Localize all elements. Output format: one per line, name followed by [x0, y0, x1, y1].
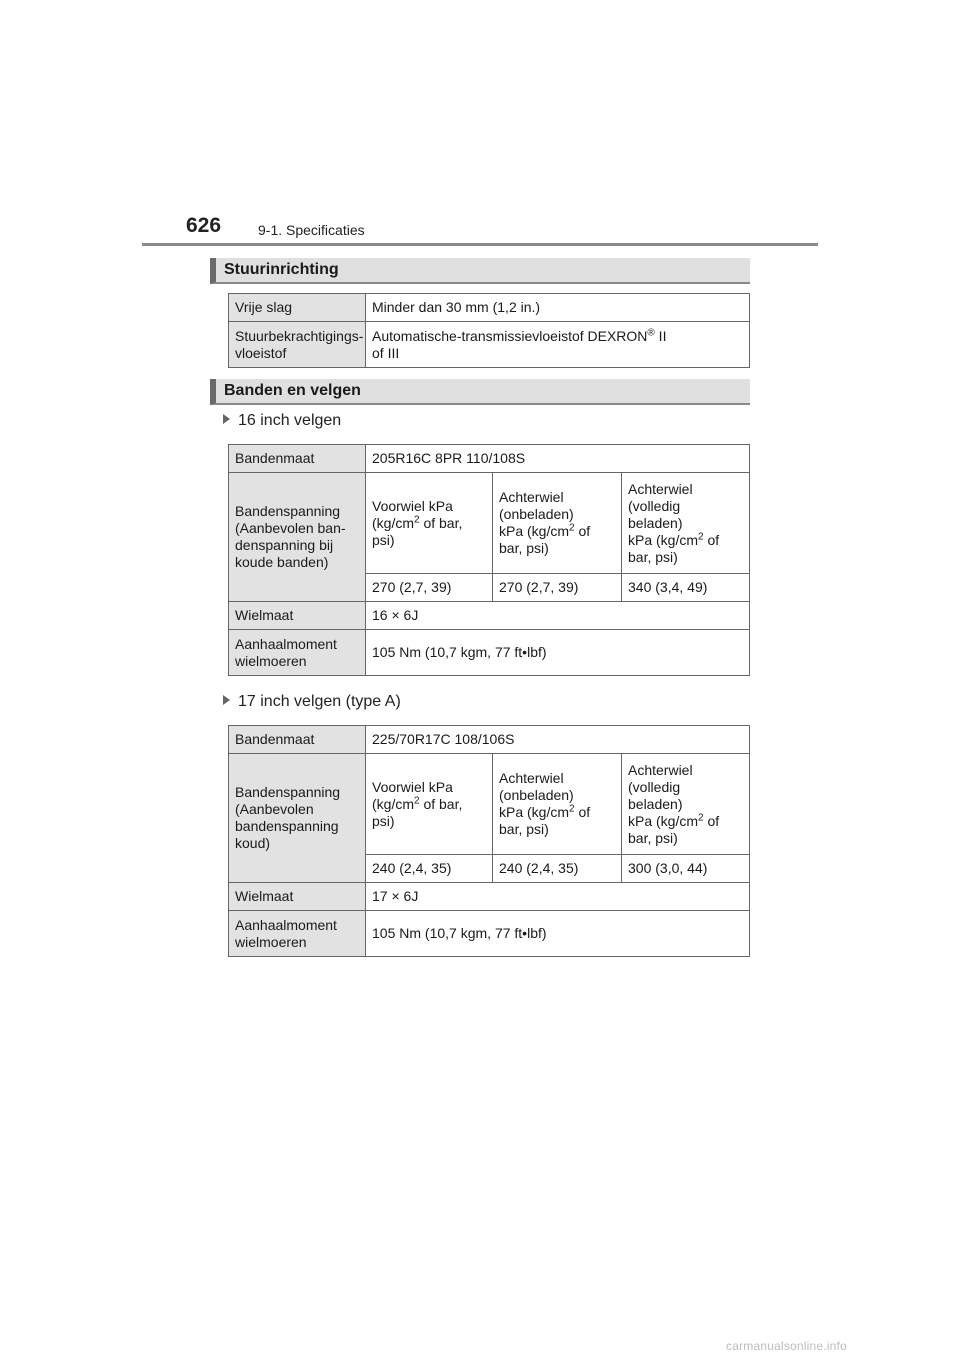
header-line: bar, psi) — [628, 829, 678, 846]
header-line: (onbeladen) — [499, 787, 574, 803]
tire-size-value: 205R16C 8PR 110/108S — [366, 445, 750, 473]
heading-tires: Banden en velgen — [210, 379, 750, 405]
table-row — [229, 726, 750, 754]
header-line: kPa (kg/cm — [499, 523, 570, 539]
table-row — [229, 602, 750, 630]
rear-unloaded-header — [493, 473, 622, 574]
tire-size-label: Bandenmaat — [229, 726, 366, 754]
value-line: Automatische-transmissievloeistof DEXRON — [372, 327, 648, 344]
registered-mark: ® — [647, 326, 655, 338]
table-row — [229, 322, 750, 368]
watermark-logo: carmanualsonline.info — [726, 1339, 847, 1353]
tire-size-label: Bandenmaat — [229, 445, 366, 473]
wheel-size-value: 17 × 6J — [366, 883, 750, 911]
label-line: (Aanbevolen — [235, 801, 314, 817]
header-line: Voorwiel kPa — [372, 778, 453, 795]
tire-table-16-inch — [228, 444, 750, 676]
wheel-size-label: Wielmaat — [229, 883, 366, 911]
front-pressure-value: 270 (2,7, 39) — [366, 574, 493, 602]
rear-unloaded-pressure-value: 270 (2,7, 39) — [493, 574, 622, 602]
pressure-label — [229, 754, 366, 883]
header-line: Achterwiel — [499, 770, 564, 786]
label-line: vloeistof — [235, 344, 287, 361]
header-line: (volledig — [628, 778, 681, 795]
bullet-16-inch — [223, 412, 341, 430]
section-title: 9-1. Specificaties — [258, 222, 365, 238]
header-divider — [142, 243, 818, 246]
header-line: of bar, — [419, 514, 463, 531]
front-wheel-header — [366, 473, 493, 574]
rear-loaded-pressure-value: 340 (3,4, 49) — [622, 574, 750, 602]
header-line: (volledig — [628, 497, 681, 514]
wheel-size-value: 16 × 6J — [366, 602, 750, 630]
rear-loaded-header — [622, 473, 750, 574]
power-steering-fluid-label — [229, 322, 366, 368]
torque-value: 105 Nm (10,7 kgm, 77 ft•lbf) — [366, 911, 750, 957]
label-line: (Aanbevolen ban- — [235, 520, 346, 536]
label-line: denspanning bij — [235, 537, 334, 553]
front-wheel-header — [366, 754, 493, 855]
header-line: (kg/cm — [372, 795, 414, 812]
value-line: II — [654, 327, 667, 344]
table-row — [229, 630, 750, 676]
table-row — [229, 883, 750, 911]
header-line: of — [574, 804, 591, 820]
label-line: koud) — [235, 835, 271, 851]
pressure-label — [229, 473, 366, 602]
wheel-size-label: Wielmaat — [229, 602, 366, 630]
label-line: wielmoeren — [235, 652, 307, 669]
header-line: Achterwiel — [499, 489, 564, 505]
table-row — [229, 911, 750, 957]
header-line: (onbeladen) — [499, 506, 574, 522]
heading-steering: Stuurinrichting — [210, 258, 750, 284]
header-line: Achterwiel — [628, 761, 693, 778]
table-row — [229, 754, 750, 855]
header-line: psi) — [372, 812, 395, 829]
header-line: of — [574, 523, 591, 539]
header-line: Voorwiel kPa — [372, 497, 453, 514]
tire-table-17-inch — [228, 725, 750, 957]
header-line: kPa (kg/cm — [499, 804, 570, 820]
table-row — [229, 445, 750, 473]
header-line: bar, psi) — [628, 548, 678, 565]
header-line: of bar, — [419, 795, 463, 812]
steering-table — [228, 293, 750, 368]
tire-size-value: 225/70R17C 108/106S — [366, 726, 750, 754]
header-line: psi) — [372, 531, 395, 548]
header-line: of — [703, 531, 720, 548]
rear-loaded-pressure-value: 300 (3,0, 44) — [622, 855, 750, 883]
header-line: kPa (kg/cm — [628, 812, 699, 829]
rear-unloaded-header — [493, 754, 622, 855]
free-play-value: Minder dan 30 mm (1,2 in.) — [366, 294, 750, 322]
power-steering-fluid-value — [366, 322, 750, 368]
label-line: Stuurbekrachtigings- — [235, 327, 364, 344]
header-line: (kg/cm — [372, 514, 414, 531]
header-line: kPa (kg/cm — [628, 531, 699, 548]
rear-unloaded-pressure-value: 240 (2,4, 35) — [493, 855, 622, 883]
label-line: Bandenspanning — [235, 784, 341, 800]
bullet-text: 17 inch velgen (type A) — [238, 693, 401, 710]
front-pressure-value: 240 (2,4, 35) — [366, 855, 493, 883]
bullet-text: 16 inch velgen — [238, 412, 342, 429]
header-line: Achterwiel — [628, 480, 693, 497]
bullet-17-inch — [223, 693, 401, 711]
triangle-bullet-icon — [223, 414, 230, 424]
header-line: bar, psi) — [499, 540, 549, 556]
torque-label — [229, 630, 366, 676]
superscript: 2 — [698, 811, 704, 823]
superscript: 2 — [569, 803, 575, 815]
label-line: wielmoeren — [235, 933, 307, 950]
label-line: Bandenspanning — [235, 503, 341, 519]
header-line: of — [703, 812, 720, 829]
value-line: of III — [372, 344, 400, 361]
header-line: beladen) — [628, 514, 683, 531]
label-line: Aanhaalmoment — [235, 916, 337, 933]
label-line: Aanhaalmoment — [235, 635, 337, 652]
page-number: 626 — [186, 214, 222, 237]
header-line: bar, psi) — [499, 821, 549, 837]
table-row — [229, 294, 750, 322]
label-line: bandenspanning — [235, 818, 339, 834]
torque-value: 105 Nm (10,7 kgm, 77 ft•lbf) — [366, 630, 750, 676]
free-play-label: Vrije slag — [229, 294, 366, 322]
superscript: 2 — [414, 794, 420, 806]
rear-loaded-header — [622, 754, 750, 855]
superscript: 2 — [698, 530, 704, 542]
superscript: 2 — [414, 513, 420, 525]
header-line: beladen) — [628, 795, 683, 812]
torque-label — [229, 911, 366, 957]
triangle-bullet-icon — [223, 695, 230, 705]
superscript: 2 — [569, 522, 575, 534]
table-row — [229, 473, 750, 574]
label-line: koude banden) — [235, 554, 329, 570]
